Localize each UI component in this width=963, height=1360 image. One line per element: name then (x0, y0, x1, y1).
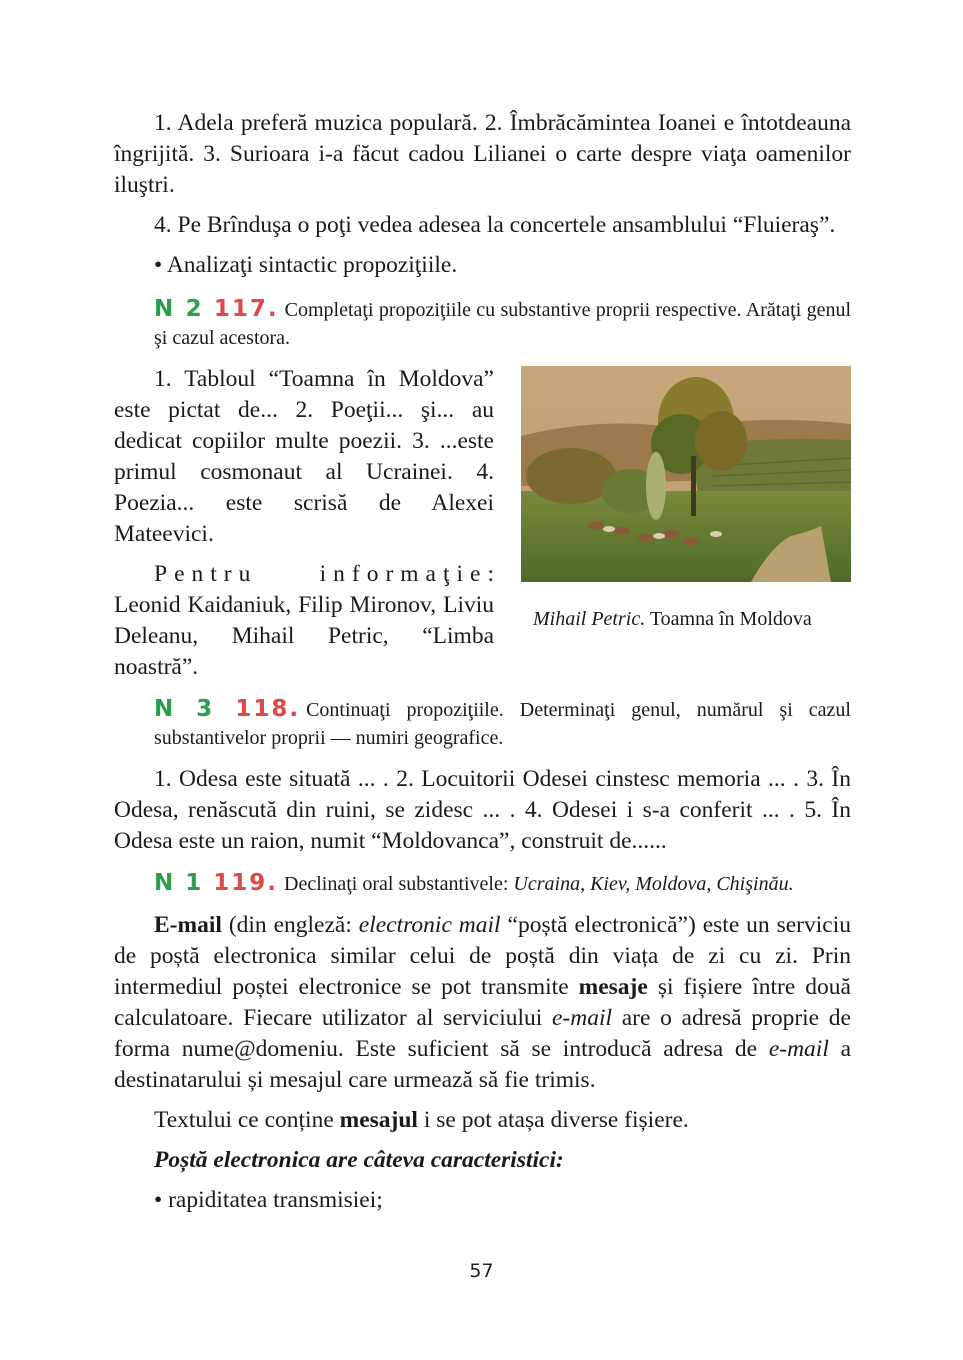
page-content (114, 108, 851, 1216)
exercise-words: Ucraina, Kiev, Moldova, Chişinău. (513, 873, 794, 895)
info-text: Leonid Kaidaniuk, Filip Mironov, Liviu Deleanu, Mihail Petric, “Limba noastră”. (114, 592, 494, 680)
email-paragraph: E-mail (din engleză: electronic mail “poștă electronică”) este un serviciu de poștă electronica similar celui de poștă din viața de zi cu zi. Prin intermediul poștei electronice se pot transmite mesaje și fișiere între două calculatoare. Fiecare utilizator al serviciului e-mail are o adresă proprie de forma nume@domeniu. Este suficient să se introducă adresa de e-mail a destinatarului și mesajul care urmează să fie trimis. (114, 912, 852, 1093)
info-note: Pentru informaţie: Leonid Kaidaniuk, Filip Mironov, Liviu Deleanu, Mihail Petric, “Limba noastră”. (114, 561, 494, 680)
painting-image (521, 366, 851, 582)
exercise-117 (114, 295, 851, 352)
exercise-instruction: Completaţi propoziţiile cu substantive proprii respective. Arătaţi genul şi cazul acestora. (154, 299, 852, 349)
exercise-118-sentences: 1. Odesa este situată ... . 2. Locuitorii Odesei cinstesc memoria ... . 3. În Odesa, renăscută din ruini, se zidesc ... . 4. Odesei i s-a conferit ... . 5. În Odesa este un raion, numit “Moldovanca”, construit de...... (114, 766, 851, 854)
exercise-117-section (114, 364, 851, 683)
info-label: Pentru informaţie (154, 561, 488, 587)
caption-title: Toamna în Moldova (649, 608, 812, 630)
exercise-119 (114, 869, 851, 898)
page-number: 57 (469, 1260, 494, 1282)
exercise-label: N 2 117. (154, 296, 279, 322)
paragraph-sentences-1-3: 1. Adela preferă muzica populară. 2. Îmbrăcămintea Ioanei e întotdeauna îngrijită. 3. Surioara i-a făcut cadou Lilianei o carte despre viaţa oamenilor iluştri. (114, 110, 851, 198)
exercise-label: N 3 118. (154, 696, 301, 722)
features-title: Poștă electronica are câteva caracteristici: (154, 1147, 564, 1173)
painting-caption (521, 606, 851, 632)
caption-author: Mihail Petric. (533, 608, 646, 630)
exercise-instruction: Declinaţi oral substantivele: (284, 873, 509, 895)
exercise-117-text (114, 364, 494, 683)
exercise-117-sentences: 1. Tabloul “Toamna în Moldova” este pictat de... 2. Poeţii... şi... au dedicat copiilor multe poezii. 3. ...este primul cosmonaut al Ucrainei. 4. Poezia... este scrisă de Alexei Mateevici. (114, 366, 494, 547)
bullet-text: Analizaţi sintactic propoziţiile. (166, 252, 458, 278)
attachment-paragraph: Textului ce conține mesajul i se pot atașa diverse fișiere. (154, 1107, 689, 1133)
exercise-118 (114, 695, 851, 752)
painting-figure (521, 364, 851, 683)
exercise-instruction: Continuaţi propoziţiile. Determinaţi genul, numărul şi cazul substantivelor proprii — numiri geografice. (154, 699, 851, 749)
bullet-text: rapiditatea transmisiei; (168, 1187, 383, 1213)
paragraph-sentence-4: 4. Pe Brînduşa o poţi vedea adesea la concertele ansamblului “Fluieraş”. (154, 212, 836, 238)
bullet-item: • Analizaţi sintactic propoziţiile. (154, 252, 458, 278)
email-term: E-mail (154, 912, 222, 938)
bullet-item: • rapiditatea transmisiei; (154, 1187, 383, 1213)
exercise-label: N 1 119. (154, 870, 279, 896)
